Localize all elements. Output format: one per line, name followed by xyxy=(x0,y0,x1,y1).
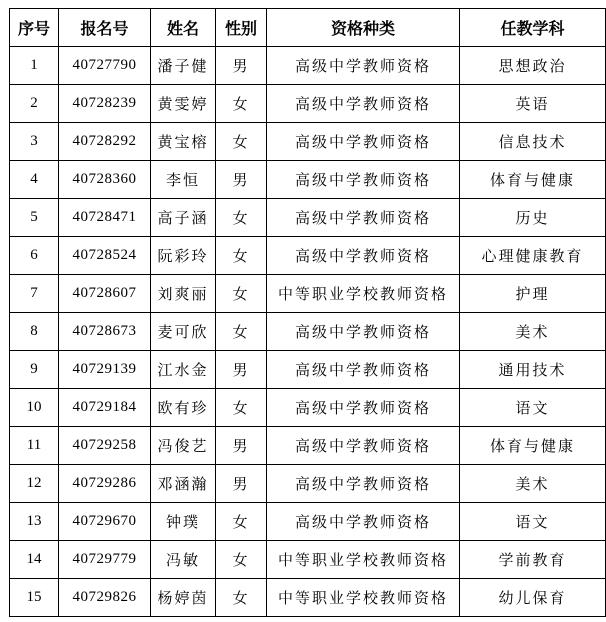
cell-qualification-type: 中等职业学校教师资格 xyxy=(267,541,460,579)
cell-name: 黄宝榕 xyxy=(151,123,216,161)
cell-registration-number: 40728360 xyxy=(59,161,151,199)
cell-gender: 女 xyxy=(216,389,267,427)
cell-subject: 历史 xyxy=(460,199,606,237)
cell-name: 高子涵 xyxy=(151,199,216,237)
cell-gender: 女 xyxy=(216,503,267,541)
cell-index: 8 xyxy=(10,313,59,351)
table-row xyxy=(10,541,606,579)
cell-qualification-type: 高级中学教师资格 xyxy=(267,313,460,351)
table-row xyxy=(10,427,606,465)
cell-gender: 男 xyxy=(216,465,267,503)
cell-index: 11 xyxy=(10,427,59,465)
cell-subject: 信息技术 xyxy=(460,123,606,161)
cell-qualification-type: 高级中学教师资格 xyxy=(267,199,460,237)
cell-qualification-type: 高级中学教师资格 xyxy=(267,427,460,465)
cell-name: 阮彩玲 xyxy=(151,237,216,275)
table-row xyxy=(10,237,606,275)
cell-gender: 女 xyxy=(216,123,267,161)
table-row xyxy=(10,351,606,389)
cell-subject: 语文 xyxy=(460,389,606,427)
cell-qualification-type: 高级中学教师资格 xyxy=(267,503,460,541)
table-row xyxy=(10,465,606,503)
cell-registration-number: 40728239 xyxy=(59,85,151,123)
cell-registration-number: 40728292 xyxy=(59,123,151,161)
cell-qualification-type: 高级中学教师资格 xyxy=(267,389,460,427)
cell-gender: 女 xyxy=(216,199,267,237)
table-header-row xyxy=(10,9,606,47)
cell-registration-number: 40729826 xyxy=(59,579,151,617)
cell-gender: 女 xyxy=(216,313,267,351)
cell-subject: 美术 xyxy=(460,465,606,503)
table-row xyxy=(10,47,606,85)
table-row xyxy=(10,199,606,237)
cell-registration-number: 40728471 xyxy=(59,199,151,237)
table-row xyxy=(10,503,606,541)
cell-subject: 护理 xyxy=(460,275,606,313)
cell-index: 6 xyxy=(10,237,59,275)
table-row xyxy=(10,275,606,313)
header-gender: 性别 xyxy=(216,9,267,47)
table-row xyxy=(10,85,606,123)
cell-registration-number: 40729258 xyxy=(59,427,151,465)
cell-name: 李恒 xyxy=(151,161,216,199)
cell-index: 15 xyxy=(10,579,59,617)
cell-name: 刘爽丽 xyxy=(151,275,216,313)
cell-qualification-type: 高级中学教师资格 xyxy=(267,465,460,503)
table-body xyxy=(10,47,606,617)
cell-index: 13 xyxy=(10,503,59,541)
cell-registration-number: 40728524 xyxy=(59,237,151,275)
cell-subject: 心理健康教育 xyxy=(460,237,606,275)
cell-index: 14 xyxy=(10,541,59,579)
cell-name: 麦可欣 xyxy=(151,313,216,351)
cell-name: 江水金 xyxy=(151,351,216,389)
cell-subject: 美术 xyxy=(460,313,606,351)
cell-qualification-type: 高级中学教师资格 xyxy=(267,237,460,275)
cell-subject: 幼儿保育 xyxy=(460,579,606,617)
cell-name: 杨婷茵 xyxy=(151,579,216,617)
cell-name: 冯俊艺 xyxy=(151,427,216,465)
cell-qualification-type: 高级中学教师资格 xyxy=(267,123,460,161)
cell-gender: 女 xyxy=(216,541,267,579)
cell-qualification-type: 中等职业学校教师资格 xyxy=(267,579,460,617)
header-name: 姓名 xyxy=(151,9,216,47)
cell-gender: 男 xyxy=(216,47,267,85)
cell-gender: 女 xyxy=(216,85,267,123)
cell-subject: 通用技术 xyxy=(460,351,606,389)
cell-registration-number: 40729286 xyxy=(59,465,151,503)
cell-qualification-type: 高级中学教师资格 xyxy=(267,351,460,389)
cell-gender: 女 xyxy=(216,237,267,275)
cell-gender: 女 xyxy=(216,275,267,313)
table-row xyxy=(10,389,606,427)
cell-index: 3 xyxy=(10,123,59,161)
cell-index: 10 xyxy=(10,389,59,427)
cell-gender: 男 xyxy=(216,161,267,199)
cell-qualification-type: 高级中学教师资格 xyxy=(267,161,460,199)
cell-index: 2 xyxy=(10,85,59,123)
cell-subject: 语文 xyxy=(460,503,606,541)
cell-subject: 体育与健康 xyxy=(460,161,606,199)
cell-registration-number: 40728673 xyxy=(59,313,151,351)
table-row xyxy=(10,579,606,617)
cell-name: 邓涵瀚 xyxy=(151,465,216,503)
header-qualification-type: 资格种类 xyxy=(267,9,460,47)
header-index: 序号 xyxy=(10,9,59,47)
cell-name: 欧有珍 xyxy=(151,389,216,427)
cell-gender: 女 xyxy=(216,579,267,617)
cell-subject: 学前教育 xyxy=(460,541,606,579)
cell-name: 钟璞 xyxy=(151,503,216,541)
table-row xyxy=(10,313,606,351)
cell-index: 4 xyxy=(10,161,59,199)
cell-name: 冯敏 xyxy=(151,541,216,579)
cell-index: 9 xyxy=(10,351,59,389)
cell-subject: 思想政治 xyxy=(460,47,606,85)
cell-registration-number: 40727790 xyxy=(59,47,151,85)
cell-index: 5 xyxy=(10,199,59,237)
cell-registration-number: 40728607 xyxy=(59,275,151,313)
cell-qualification-type: 高级中学教师资格 xyxy=(267,47,460,85)
cell-qualification-type: 高级中学教师资格 xyxy=(267,85,460,123)
cell-name: 潘子健 xyxy=(151,47,216,85)
header-registration-number: 报名号 xyxy=(59,9,151,47)
cell-subject: 体育与健康 xyxy=(460,427,606,465)
cell-qualification-type: 中等职业学校教师资格 xyxy=(267,275,460,313)
cell-registration-number: 40729779 xyxy=(59,541,151,579)
cell-registration-number: 40729139 xyxy=(59,351,151,389)
cell-registration-number: 40729184 xyxy=(59,389,151,427)
cell-subject: 英语 xyxy=(460,85,606,123)
cell-name: 黄雯婷 xyxy=(151,85,216,123)
cell-gender: 男 xyxy=(216,427,267,465)
table-row xyxy=(10,161,606,199)
cell-gender: 男 xyxy=(216,351,267,389)
table-row xyxy=(10,123,606,161)
cell-index: 1 xyxy=(10,47,59,85)
cell-index: 12 xyxy=(10,465,59,503)
cell-registration-number: 40729670 xyxy=(59,503,151,541)
cell-index: 7 xyxy=(10,275,59,313)
header-subject: 任教学科 xyxy=(460,9,606,47)
candidate-table xyxy=(9,8,606,617)
